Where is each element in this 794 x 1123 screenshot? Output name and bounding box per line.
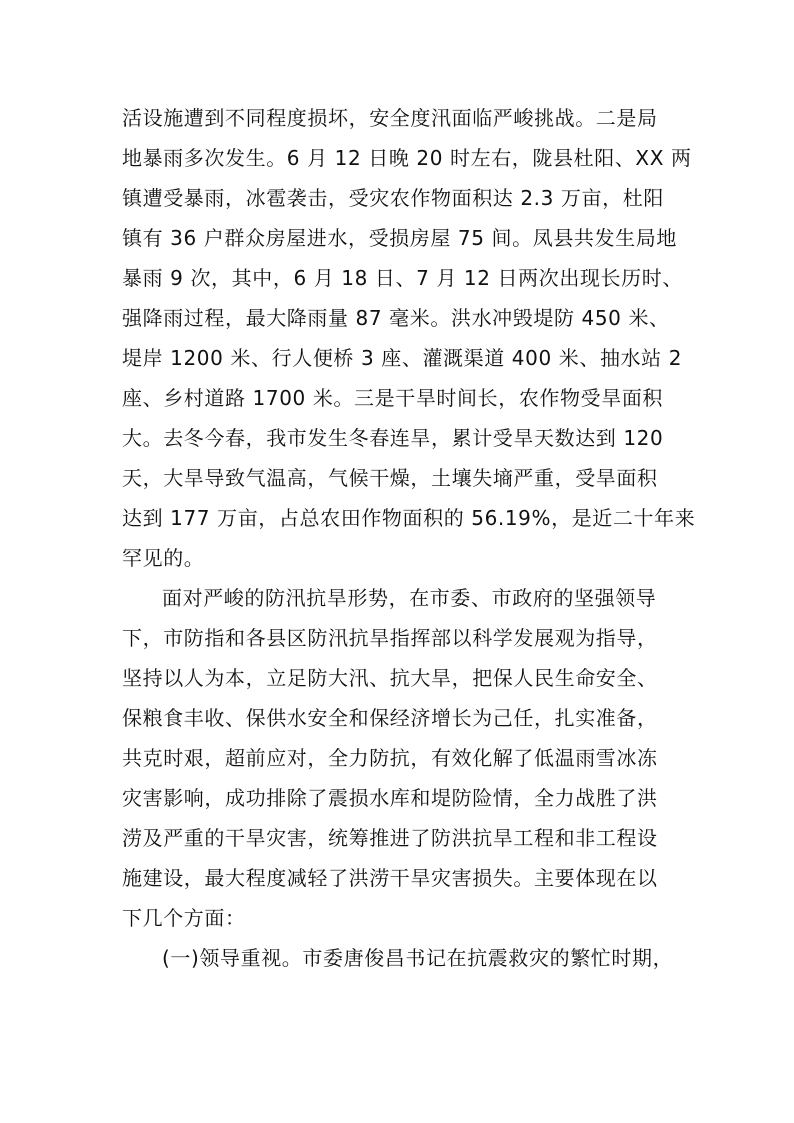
- text-line: 活设施遭到不同程度损坏，安全度汛面临严峻挑战。二是局: [122, 106, 658, 130]
- text-line: 共克时艰，超前应对，全力防抗，有效化解了低温雨雪冰冻: [122, 746, 658, 770]
- text-line: 保粮食丰收、保供水安全和保经济增长为己任，扎实准备，: [122, 706, 658, 730]
- text-line: 强降雨过程，最大降雨量 87 毫米。洪水冲毁堤防 450 米、: [122, 306, 670, 330]
- body-text: [122, 98, 696, 978]
- text-line: 镇遭受暴雨，冰雹袭击，受灾农作物面积达 2.3 万亩，杜阳: [122, 186, 664, 210]
- paragraph-start-line: 面对严峻的防汛抗旱形势，在市委、市政府的坚强领导: [162, 586, 657, 610]
- text-line: 坚持以人为本，立足防大汛、抗大旱，把保人民生命安全、: [122, 666, 658, 690]
- text-line: 下几个方面：: [122, 906, 246, 930]
- text-line: 施建设，最大程度减轻了洪涝干旱灾害损失。主要体现在以: [122, 866, 658, 890]
- text-line: 大。去冬今春，我市发生冬春连旱，累计受旱天数达到 120: [122, 426, 664, 450]
- text-line: 地暴雨多次发生。6 月 12 日晚 20 时左右，陇县杜阳、XX 两: [122, 146, 692, 170]
- text-line: 涝及严重的干旱灾害，统筹推进了防洪抗旱工程和非工程设: [122, 826, 658, 850]
- text-line: 天，大旱导致气温高，气候干燥，土壤失墒严重，受旱面积: [122, 466, 658, 490]
- text-line: 达到 177 万亩，占总农田作物面积的 56.19%，是近二十年来: [122, 506, 696, 530]
- section-heading-line: (一)领导重视。市委唐俊昌书记在抗震救灾的繁忙时期，: [162, 946, 674, 970]
- text-line: 暴雨 9 次，其中，6 月 18 日、7 月 12 日两次出现长历时、: [122, 266, 683, 290]
- text-line: 镇有 36 户群众房屋进水，受损房屋 75 间。凤县共发生局地: [122, 226, 677, 250]
- text-line: 堤岸 1200 米、行人便桥 3 座、灌溉渠道 400 米、抽水站 2: [122, 346, 683, 370]
- text-line: 下，市防指和各县区防汛抗旱指挥部以科学发展观为指导，: [122, 626, 658, 650]
- text-line: 座、乡村道路 1700 米。三是干旱时间长，农作物受旱面积: [122, 386, 664, 410]
- text-line: 罕见的。: [122, 546, 205, 570]
- text-line: 灾害影响，成功排除了震损水库和堤防险情，全力战胜了洪: [122, 786, 658, 810]
